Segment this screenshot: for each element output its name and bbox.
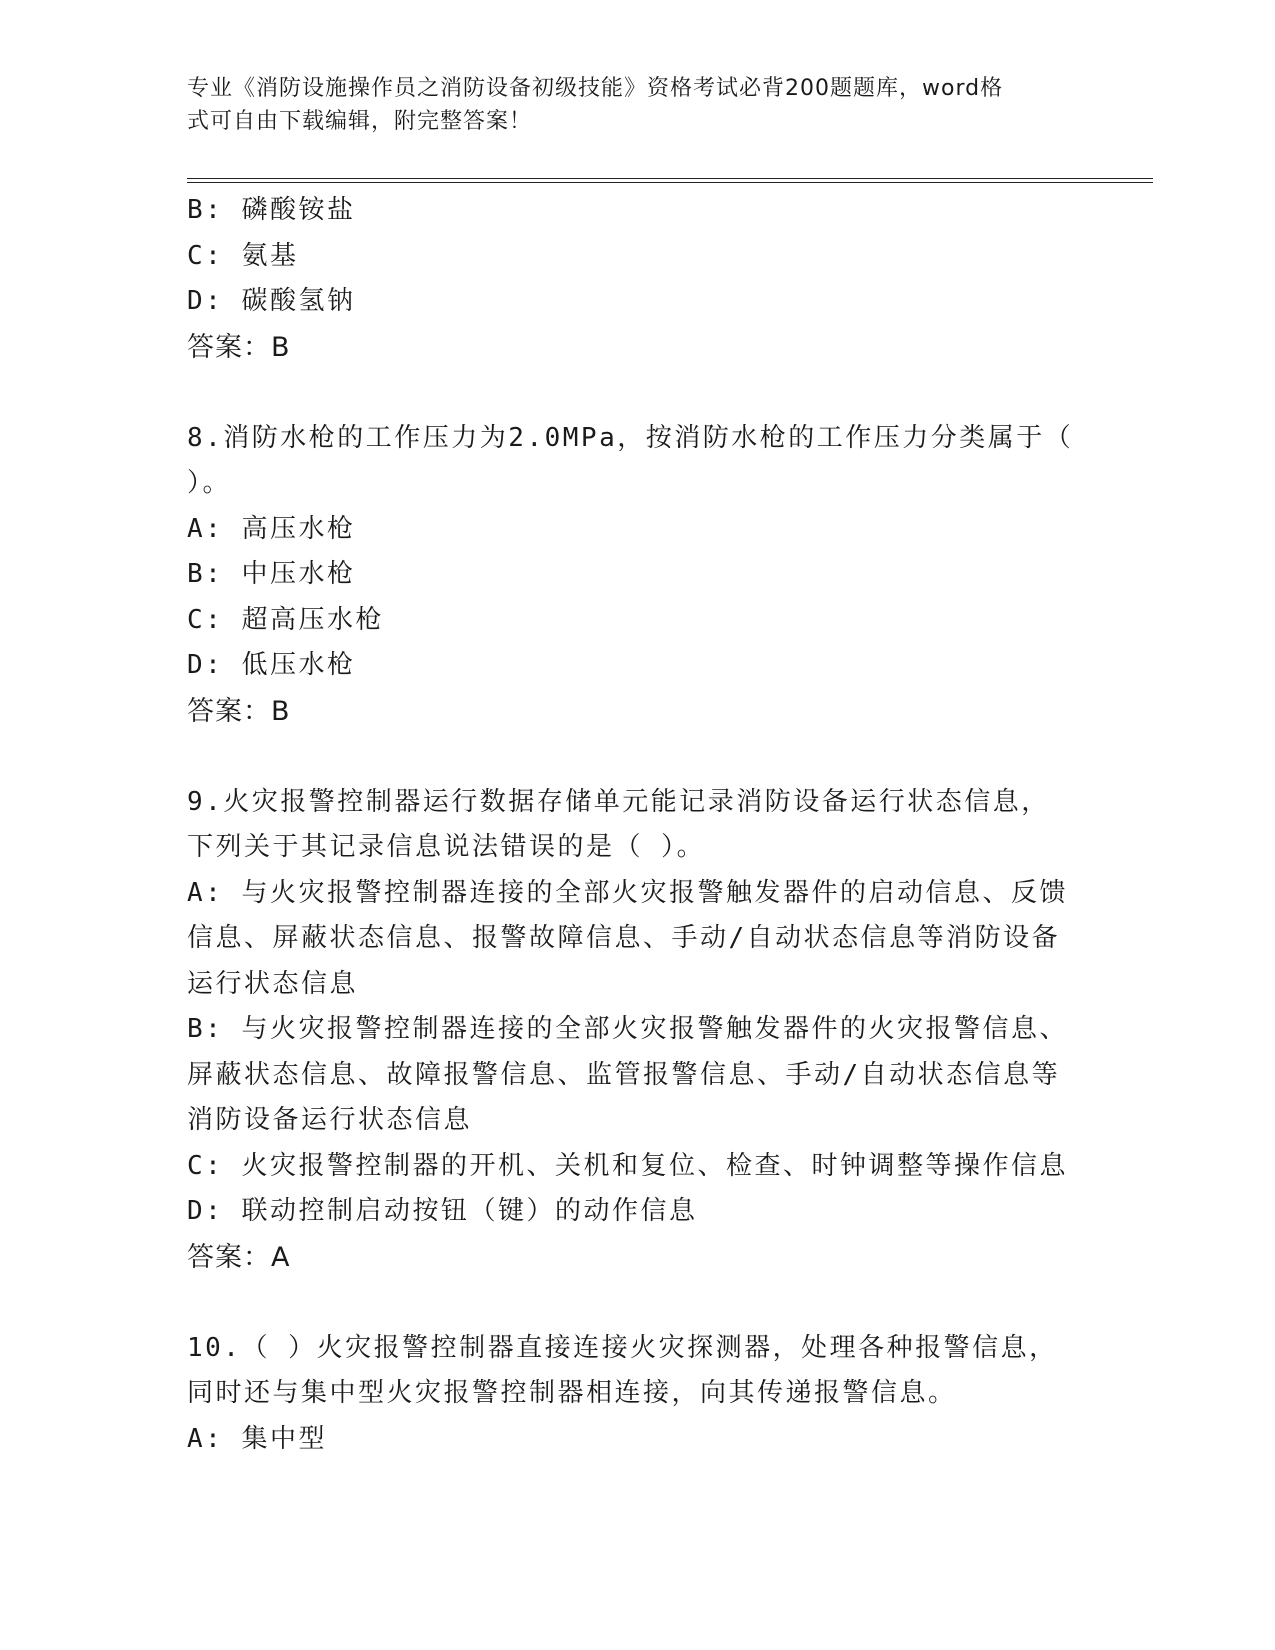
q9-stem-line-1: 9.火灾报警控制器运行数据存储单元能记录消防设备运行状态信息，: [187, 786, 1050, 817]
q9-option-d: D: 联动控制启动按钮（键）的动作信息: [187, 1196, 698, 1226]
q10-stem-line-2: 同时还与集中型火灾报警控制器相连接，向其传递报警信息。: [187, 1378, 957, 1408]
question-10: [187, 1326, 1087, 1463]
q9-stem-line-2: 下列关于其记录信息说法错误的是（ ）。: [187, 832, 706, 862]
q8-stem-line-1: 8.消防水枪的工作压力为2.0MPa，按消防水枪的工作压力分类属于（: [187, 422, 1074, 453]
q10-option-a: A: 集中型: [187, 1423, 327, 1454]
q9-option-a-line-2: 信息、屏蔽状态信息、报警故障信息、手动/自动状态信息等消防设备: [187, 923, 1061, 953]
question-spacer: [187, 370, 1087, 416]
q7-option-c: C: 氨基: [187, 240, 299, 271]
q8-option-c: C: 超高压水枪: [187, 604, 384, 635]
document-header: [187, 72, 1067, 138]
q7-option-b: B: 磷酸铵盐: [187, 195, 356, 225]
q8-answer: 答案：B: [187, 695, 291, 727]
question-list: [187, 188, 1087, 1462]
q9-option-a-line-3: 运行状态信息: [187, 968, 359, 999]
q9-option-b-line-2: 屏蔽状态信息、故障报警信息、监管报警信息、手动/自动状态信息等: [187, 1059, 1061, 1090]
q10-stem-line-1: 10.（ ）火灾报警控制器直接连接火灾探测器，处理各种报警信息，: [187, 1332, 1058, 1363]
q8-stem-line-2: ）。: [187, 468, 232, 498]
header-title-line-1: 专业《消防设施操作员之消防设备初级技能》资格考试必背200题题库，word格: [187, 76, 1004, 101]
q7-option-d: D: 碳酸氢钠: [187, 286, 356, 316]
header-title-line-2: 式可自由下载编辑，附完整答案！: [187, 109, 533, 134]
question-spacer: [187, 734, 1087, 780]
question-9: [187, 780, 1087, 1281]
q7-answer: 答案：B: [187, 331, 291, 363]
q9-option-b-line-1: B: 与火灾报警控制器连接的全部火灾报警触发器件的火灾报警信息、: [187, 1014, 1068, 1044]
header-divider-bottom: [187, 182, 1153, 183]
q9-option-c: C: 火灾报警控制器的开机、关机和复位、检查、时钟调整等操作信息: [187, 1150, 1068, 1181]
q8-option-a: A: 高压水枪: [187, 513, 356, 544]
q8-option-d: D: 低压水枪: [187, 650, 356, 680]
q9-option-a-line-1: A: 与火灾报警控制器连接的全部火灾报警触发器件的启动信息、反馈: [187, 877, 1068, 908]
question-spacer: [187, 1280, 1087, 1326]
question-7-tail: [187, 188, 1087, 370]
q9-answer: 答案：A: [187, 1241, 291, 1273]
question-8: [187, 416, 1087, 735]
q8-option-b: B: 中压水枪: [187, 559, 356, 589]
q9-option-b-line-3: 消防设备运行状态信息: [187, 1105, 473, 1135]
header-divider-top: [187, 178, 1153, 179]
